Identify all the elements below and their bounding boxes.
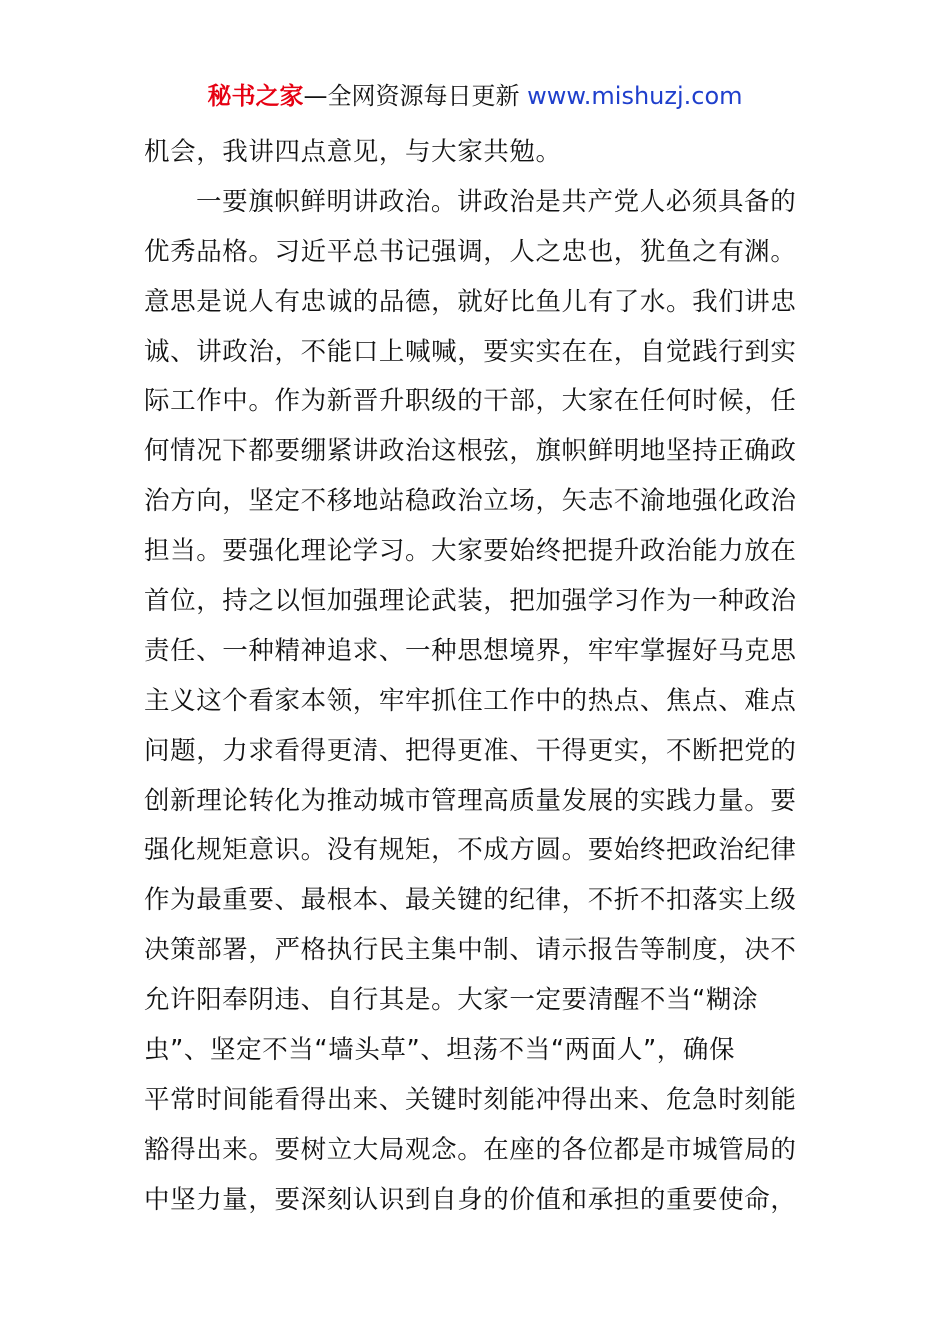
document-body [144,128,814,1226]
text-line: 豁得出来。要树立大局观念。在座的各位都是市城管局的 [144,1134,797,1165]
text-line: 诚、讲政治，不能口上喊喊，要实实在在，自觉践行到实 [144,336,797,367]
text-line: 责任、一种精神追求、一种思想境界，牢牢掌握好马克思 [144,635,797,666]
text-line: 中坚力量，要深刻认识到自身的价值和承担的重要使命， [144,1184,797,1215]
brand-name: 秘书之家 [207,82,304,110]
text-line: 作为最重要、最根本、最关键的纪律，不折不扣落实上级 [144,885,797,916]
text-line: 问题，力求看得更清、把得更准、干得更实，不断把党的 [144,735,797,766]
page-header [0,80,950,112]
text-line: 创新理论转化为推动城市管理高质量发展的实践力量。要 [144,785,797,816]
text-line: 际工作中。作为新晋升职级的干部，大家在任何时候，任 [144,386,797,417]
text-line: 优秀品格。习近平总书记强调，人之忠也，犹鱼之有渊。 [144,236,797,267]
text-line: 平常时间能看得出来、关键时刻能冲得出来、危急时刻能 [144,1084,797,1115]
text-line: 机会，我讲四点意见，与大家共勉。 [144,137,562,167]
text-line: 治方向，坚定不移地站稳政治立场，矢志不渝地强化政治 [144,486,797,517]
text-line: 何情况下都要绷紧讲政治这根弦，旗帜鲜明地坚持正确政 [144,436,797,467]
text-line: 允许阳奉阴违、自行其是。大家一定要清醒不当“糊涂 [144,985,759,1016]
text-line: 主义这个看家本领，牢牢抓住工作中的热点、焦点、难点 [144,685,797,716]
text-line: 虫”、坚定不当“墙头草”、坦荡不当“两面人”，确保 [144,1035,736,1066]
text-line: 意思是说人有忠诚的品德，就好比鱼儿有了水。我们讲忠 [144,286,797,317]
text-line: 强化规矩意识。没有规矩，不成方圆。要始终把政治纪律 [144,835,797,866]
text-line: 首位，持之以恒加强理论武装，把加强学习作为一种政治 [144,586,797,617]
text-line: 担当。要强化理论学习。大家要始终把提升政治能力放在 [144,536,797,567]
header-tagline: —全网资源每日更新 [303,82,528,110]
paragraph-start-line: 一要旗帜鲜明讲政治。讲政治是共产党人必须具备的 [196,186,797,217]
website-link[interactable]: www.mishuzj.com [527,82,743,110]
text-line: 决策部署，严格执行民主集中制、请示报告等制度，决不 [144,935,797,966]
